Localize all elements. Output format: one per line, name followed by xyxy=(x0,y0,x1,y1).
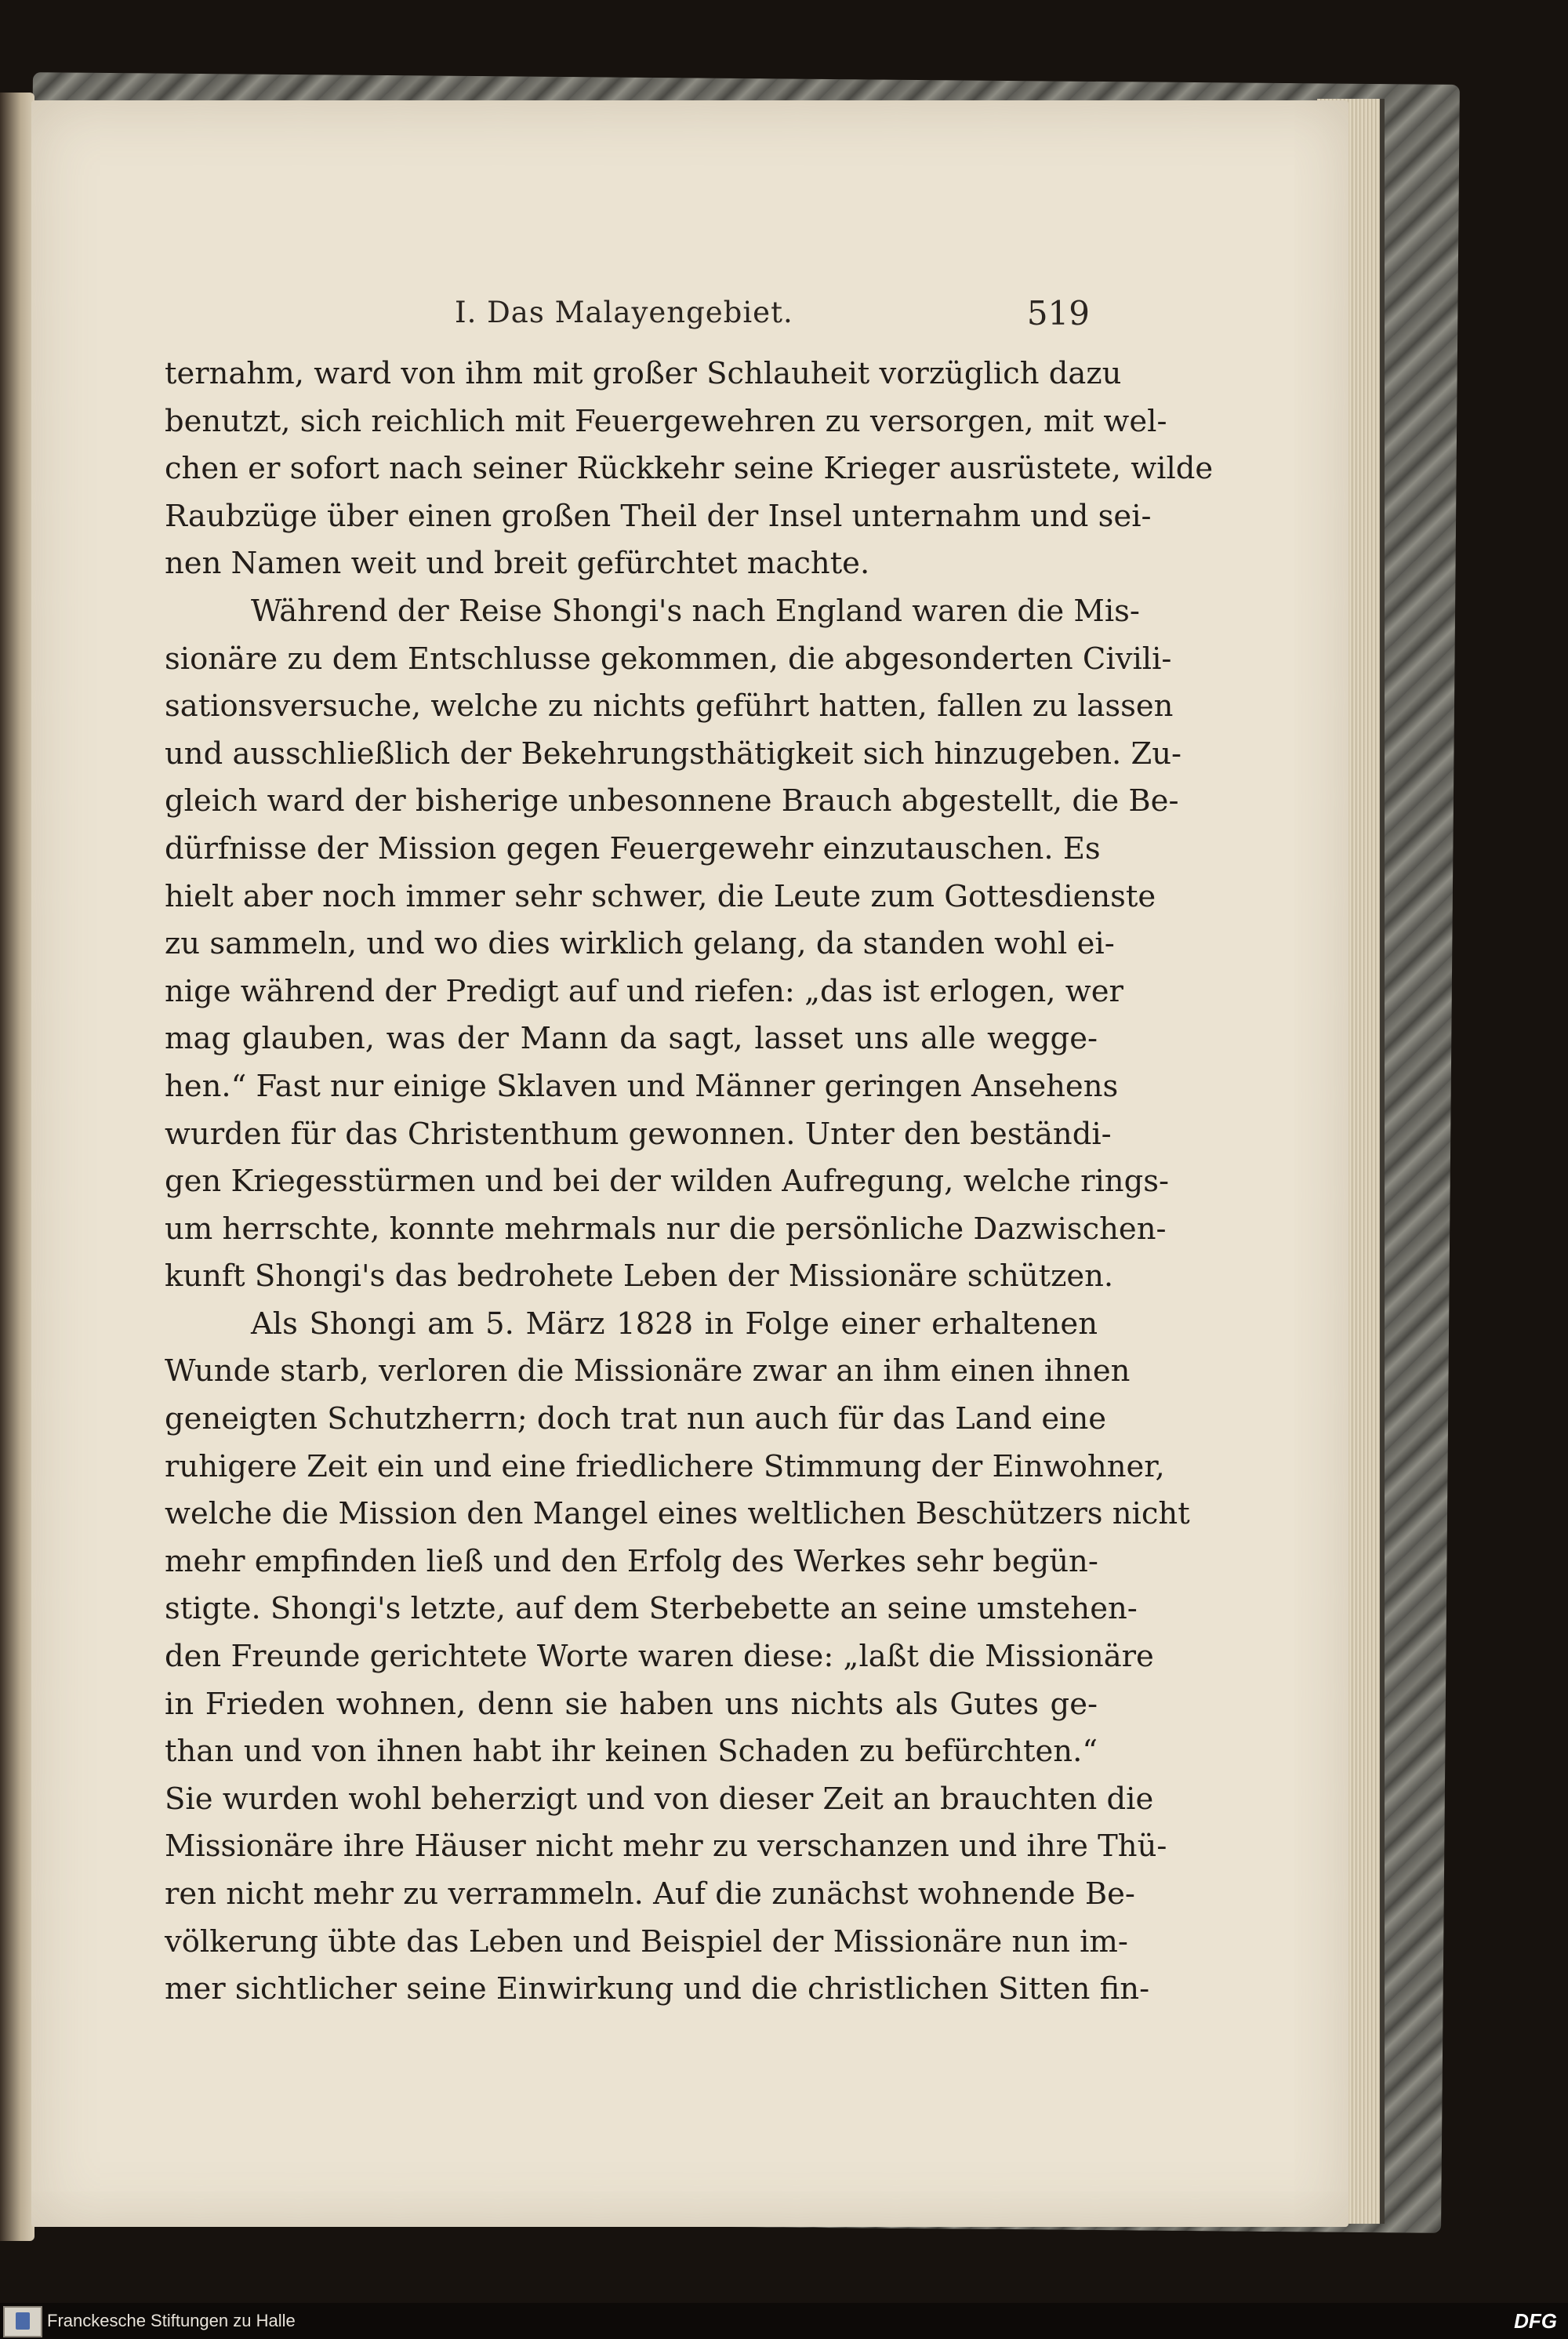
text-line: Sie wurden wohl beherzigt und von dieser Zeit an brauchten die xyxy=(165,1781,1154,1817)
text-line: sationsversuche, welche zu nichts geführt hatten, fallen zu lassen xyxy=(165,688,1174,725)
text-line: zu sammeln, und wo dies wirklich gelang, da standen wohl ei- xyxy=(165,926,1115,962)
text-line: ruhigere Zeit ein und eine friedlichere Stimmung der Einwohner, xyxy=(165,1448,1165,1484)
left-page-edge xyxy=(0,93,34,2241)
text-line: völkerung übte das Leben und Beispiel der Missionäre nun im- xyxy=(165,1923,1128,1959)
text-line: um herrschte, konnte mehrmals nur die persönliche Dazwischen- xyxy=(165,1211,1167,1247)
text-line: den Freunde gerichtete Worte waren diese: „laßt die Missionäre xyxy=(165,1639,1154,1675)
text-line: nige während der Predigt auf und riefen: „das ist erlogen, wer xyxy=(165,973,1123,1009)
text-line: Raubzüge über einen großen Theil der Insel unternahm und sei- xyxy=(165,498,1152,534)
text-line: ternahm, ward von ihm mit großer Schlauheit vorzüglich dazu xyxy=(165,356,1122,391)
text-line: gen Kriegesstürmen und bei der wilden Aufregung, welche rings- xyxy=(165,1164,1169,1200)
dfg-logo: DFG xyxy=(1514,2309,1557,2333)
text-line: mer sichtlicher seine Einwirkung und die christlichen Sitten fin- xyxy=(165,1971,1150,2007)
text-line: benutzt, sich reichlich mit Feuergewehren zu versorgen, mit wel- xyxy=(165,403,1167,439)
text-line: welche die Mission den Mangel eines weltlichen Beschützers nicht xyxy=(165,1496,1190,1532)
institution-name: Franckesche Stiftungen zu Halle xyxy=(47,2311,296,2330)
running-header xyxy=(235,294,1090,341)
text-line: sionäre zu dem Entschlusse gekommen, die abgesonderten Civili- xyxy=(165,641,1172,677)
text-line: than und von ihnen habt ihr keinen Schaden zu befürchten.“ xyxy=(165,1734,1098,1770)
text-line: stigte. Shongi's letzte, auf dem Sterbebette an seine umstehen- xyxy=(165,1591,1138,1627)
text-line: nen Namen weit und breit gefürchtet machte. xyxy=(165,546,870,582)
chapter-title: I. Das Malayengebiet. xyxy=(455,296,793,329)
page-body xyxy=(165,350,1214,2014)
page-number: 519 xyxy=(1026,294,1090,332)
text-line: dürfnisse der Mission gegen Feuergewehr einzutauschen. Es xyxy=(165,830,1101,866)
text-line: kunft Shongi's das bedrohete Leben der Missionäre schützen. xyxy=(165,1258,1114,1295)
text-line: hielt aber noch immer sehr schwer, die Leute zum Gottesdienste xyxy=(165,878,1156,914)
text-line: und ausschließlich der Bekehrungsthätigkeit sich hinzugeben. Zu- xyxy=(165,735,1182,772)
text-line: chen er sofort nach seiner Rückkehr seine Krieger ausrüstete, wilde xyxy=(165,451,1214,487)
footer-bar xyxy=(0,2303,1568,2339)
text-line: Als Shongi am 5. März 1828 in Folge einer erhaltenen xyxy=(251,1306,1098,1342)
text-line: hen.“ Fast nur einige Sklaven und Männer geringen Ansehens xyxy=(165,1068,1119,1104)
text-line: Während der Reise Shongi's nach England waren die Mis- xyxy=(251,593,1140,629)
text-line: mehr empfinden ließ und den Erfolg des Werkes sehr begün- xyxy=(165,1543,1098,1579)
text-line: Wunde starb, verloren die Missionäre zwar an ihm einen ihnen xyxy=(165,1353,1131,1389)
text-line: gleich ward der bisherige unbesonnene Brauch abgestellt, die Be- xyxy=(165,783,1179,819)
text-line: geneigten Schutzherrn; doch trat nun auch für das Land eine xyxy=(165,1401,1107,1437)
institution-logo-icon xyxy=(3,2306,42,2337)
text-line: in Frieden wohnen, denn sie haben uns nichts als Gutes ge- xyxy=(165,1686,1098,1722)
text-line: ren nicht mehr zu verrammeln. Auf die zunächst wohnende Be- xyxy=(165,1876,1135,1912)
text-line: Missionäre ihre Häuser nicht mehr zu verschanzen und ihre Thü- xyxy=(165,1829,1167,1865)
text-line: mag glauben, was der Mann da sagt, lasset uns alle wegge- xyxy=(165,1021,1098,1057)
text-line: wurden für das Christenthum gewonnen. Unter den beständi- xyxy=(165,1116,1112,1152)
